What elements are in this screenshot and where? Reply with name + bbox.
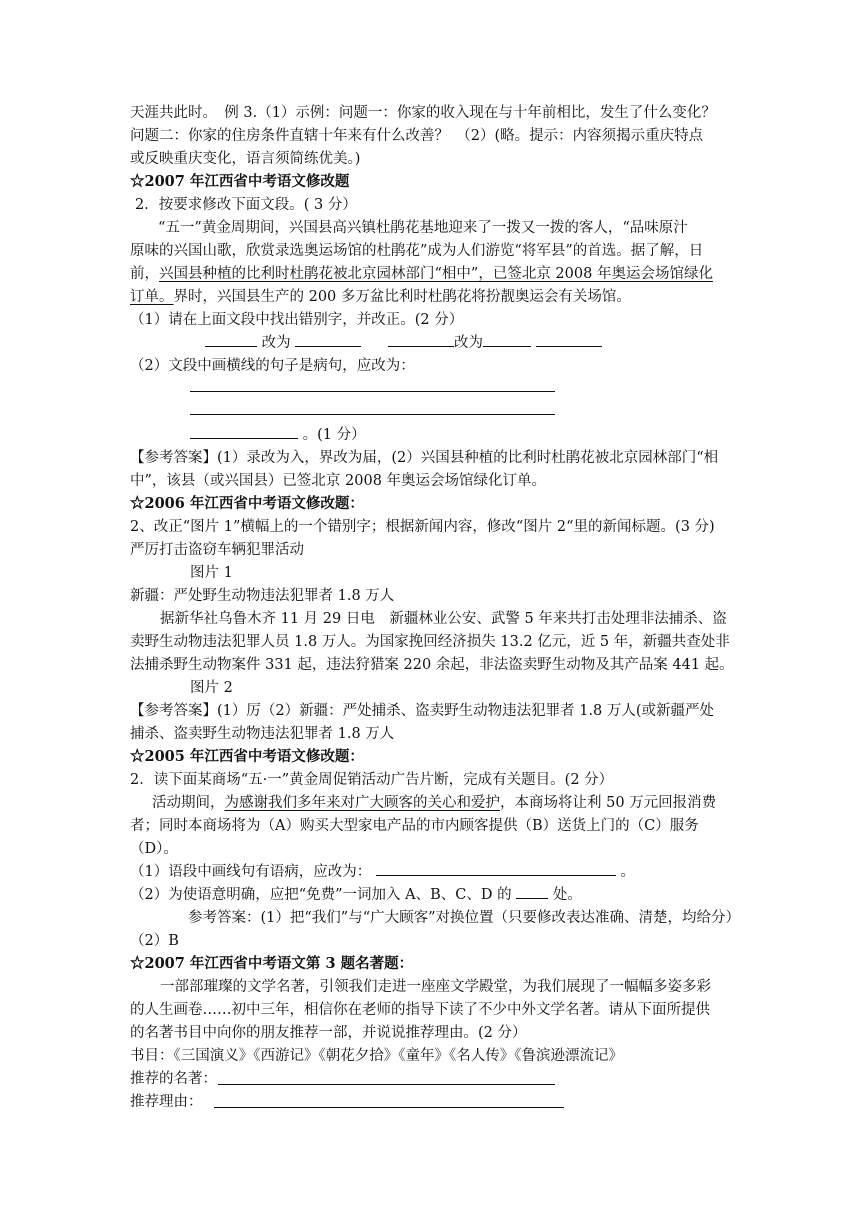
reference-answer: 参考答案：(1）把“我们”与“广大顾客”对换位置（只要修改表达准确、清楚，均给分） bbox=[188, 910, 741, 926]
figure-caption: 图片 2 bbox=[190, 680, 233, 696]
answer-blank[interactable] bbox=[536, 332, 602, 347]
underlined-sentence: 兴国县种植的比利时杜鹃花被北京园林部门“相中”，已签北京 2008 年奥运会场馆绿化 bbox=[159, 266, 713, 282]
text-span: 处。 bbox=[552, 887, 582, 903]
underlined-sentence: 为感谢我们多年来对广大顾客的关心和爱护 bbox=[224, 795, 500, 811]
sub-question: （1）请在上面文段中找出错别字，并改正。(2 分） bbox=[130, 312, 464, 328]
answer-row bbox=[205, 332, 361, 354]
paragraph-line bbox=[130, 263, 713, 285]
banner-text: 严厉打击盗窃车辆犯罪活动 bbox=[130, 542, 304, 558]
answer-row bbox=[190, 424, 366, 446]
text-span: ，本商场将让利 50 万元回报消费 bbox=[500, 795, 717, 811]
text-span: 改为 bbox=[454, 335, 483, 351]
reference-answer: 【参考答案】(1）厉（2）新疆：严处捕杀、盗卖野生动物违法犯罪者 1.8 万人(或新疆严处 bbox=[130, 703, 715, 719]
reference-answer: 【参考答案】(1）录改为入，界改为届，(2）兴国县种植的比利时杜鹃花被北京园林部门“相 bbox=[130, 450, 719, 466]
news-headline: 新疆：严处野生动物违法犯罪者 1.8 万人 bbox=[130, 588, 395, 604]
news-line: 据新华社乌鲁木齐 11 月 29 日电 新疆林业公安、武警 5 年来共打击处理非法捕杀、盗 bbox=[160, 611, 727, 627]
question-text: 2、改正“图片 1”横幅上的一个错别字；根据新闻内容，修改“图片 2“里的新闻标题。(3 分) bbox=[130, 519, 715, 535]
sub-question: （2）文段中画横线的句子是病句，应改为： bbox=[130, 358, 415, 374]
underlined-sentence: 订单。 bbox=[130, 289, 174, 305]
paragraph-line bbox=[152, 792, 716, 814]
section-heading: ☆2005 年江西省中考语文修改题： bbox=[130, 748, 364, 765]
answer-blank[interactable] bbox=[516, 884, 548, 899]
sub-question bbox=[130, 861, 635, 883]
paragraph-line bbox=[130, 286, 631, 308]
answer-line[interactable] bbox=[190, 391, 555, 392]
text-span: 界时，兴国县生产的 200 多万盆比利时杜鹃花将扮靓奥运会有关场馆。 bbox=[173, 289, 631, 305]
answer-blank[interactable] bbox=[295, 332, 361, 347]
book-list: 书目：《三国演义》《西游记》《朝花夕拾》《童年》《名人传》《鲁滨逊漂流记》 bbox=[130, 1048, 623, 1064]
section-heading: ☆2006 年江西省中考语文修改题： bbox=[130, 495, 364, 512]
answer-blank[interactable] bbox=[190, 424, 298, 439]
text-span: 。 bbox=[620, 864, 635, 880]
text-line: 或反映重庆变化，语言须简练优美。) bbox=[130, 151, 361, 167]
question-text: 2．按要求修改下面文段。( 3 分） bbox=[135, 197, 357, 213]
sub-question bbox=[130, 884, 582, 906]
recommend-reason-label: 推荐理由： bbox=[130, 1094, 203, 1110]
news-line: 卖野生动物违法犯罪人员 1.8 万人。为国家挽回经济损失 13.2 亿元，近 5 年，新疆共查处非 bbox=[130, 634, 730, 650]
section-heading: ☆2007 年江西省中考语文第 3 题名著题： bbox=[130, 955, 414, 972]
paragraph-line: “五一”黄金周期间，兴国县高兴镇杜鹃花基地迎来了一拨又一拨的客人，“品味原汁 bbox=[158, 220, 688, 236]
paragraph-line: 者；同时本商场将为（A）购买大型家电产品的市内顾客提供（B）送货上门的（C）服务 bbox=[130, 818, 699, 834]
answer-blank[interactable] bbox=[376, 861, 616, 876]
paragraph-line: （D）。 bbox=[130, 841, 178, 857]
paragraph-line: 的人生画卷……初中三年，相信你在老师的指导下读了不少中外文学名著。请从下面所提供 bbox=[130, 1002, 710, 1018]
reference-answer: 中”，该县（或兴国县）已签北京 2008 年奥运会场馆绿化订单。 bbox=[130, 473, 547, 489]
answer-line[interactable] bbox=[190, 414, 555, 415]
text-span: 活动期间， bbox=[152, 795, 225, 811]
reference-answer: （2）B bbox=[130, 933, 179, 949]
text-span: 改为 bbox=[261, 335, 291, 351]
recommend-reason-input[interactable] bbox=[214, 1107, 564, 1108]
section-heading: ☆2007 年江西省中考语文修改题 bbox=[130, 173, 350, 190]
figure-caption: 图片 1 bbox=[190, 565, 233, 581]
text-span: 。(1 分） bbox=[302, 427, 366, 443]
paragraph-line: 原味的兴国山歌，欣赏录选奥运场馆的杜鹃花”成为人们游览“将军县”的首选。据了解，日 bbox=[130, 243, 704, 259]
answer-row bbox=[388, 332, 602, 354]
answer-blank[interactable] bbox=[205, 332, 257, 347]
text-span: 前， bbox=[130, 266, 159, 282]
answer-blank[interactable] bbox=[483, 332, 531, 347]
paragraph-line: 一部部璀璨的文学名著，引领我们走进一座座文学殿堂，为我们展现了一幅幅多姿多彩 bbox=[160, 979, 711, 995]
news-line: 法捕杀野生动物案件 331 起，违法狩猎案 220 余起，非法盗卖野生动物及其产品案 441 起。 bbox=[130, 657, 734, 673]
text-span: （1）语段中画线句有语病，应改为： bbox=[130, 864, 372, 880]
text-line: 天涯共此时。 例 3.（1）示例：问题一：你家的收入现在与十年前相比，发生了什么变化？ bbox=[130, 105, 716, 121]
question-text: 2．读下面某商场“五·一”黄金周促销活动广告片断，完成有关题目。(2 分） bbox=[130, 772, 614, 788]
paragraph-line: 的名著书目中向你的朋友推荐一部，并说说推荐理由。(2 分） bbox=[130, 1025, 527, 1041]
text-span: （2）为使语意明确，应把“免费”一词加入 A、B、C、D 的 bbox=[130, 887, 512, 903]
recommended-book-label: 推荐的名著： bbox=[130, 1071, 217, 1087]
answer-blank[interactable] bbox=[388, 332, 454, 347]
recommended-book-input[interactable] bbox=[218, 1084, 555, 1085]
reference-answer: 捕杀、盗卖野生动物违法犯罪者 1.8 万人 bbox=[130, 726, 395, 742]
text-line: 问题二：你家的住房条件直辖十年来有什么改善？ （2）(略。提示：内容须揭示重庆特点 bbox=[130, 128, 704, 144]
